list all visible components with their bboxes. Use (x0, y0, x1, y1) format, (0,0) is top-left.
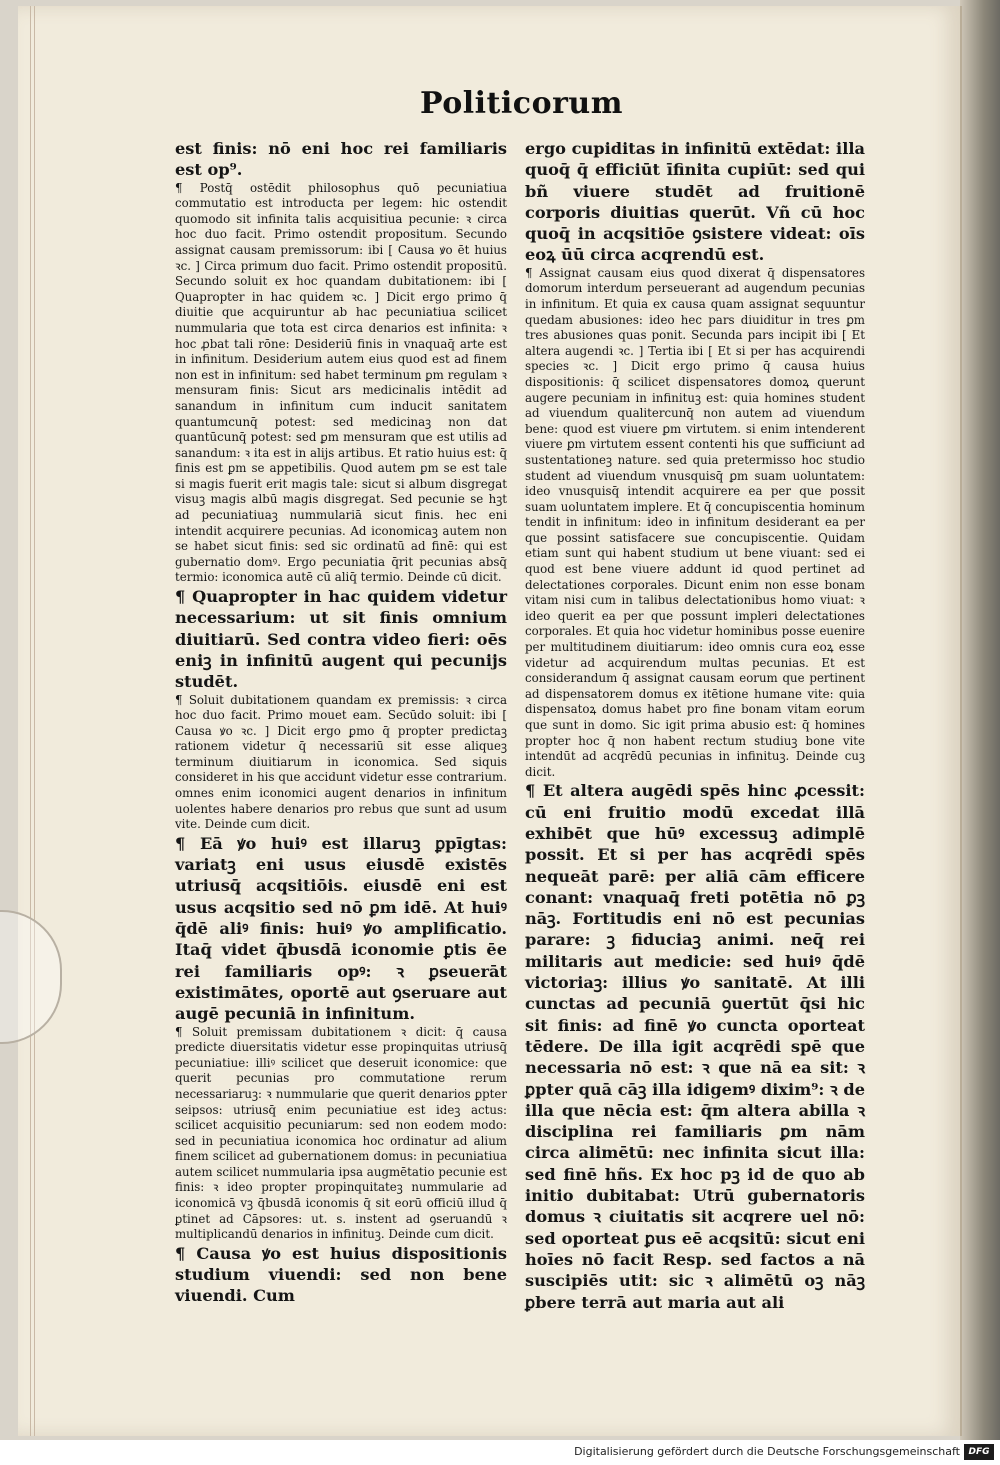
commentary-paragraph: ¶ Postq̄ ostēdit philosophus quō pecuniatiua commutatio est introducta per legem: hic ostendit quomodo sit infinita talis acquisitiua pecunie: ꝛ circa hoc duo facit. Primo ostendit propositum. Secundo assignat causam premissorum: ibi [ Causa ꝟo ēt huius ꝛc. ] Circa primum duo facit. Primo ostendit propositū. Secundo soluit ex hoc quandam dubitationem: ibi [ Quapropter in hac quidem ꝛc. ] Dicit ergo primo q̄ diuitie que acquiruntur ab hac pecuniatiua scilicet nummularia que tota est circa denarios est infinita: ꝛ hoc ꝓbat tali rōne: Desideriū finis in vnaquaq̄ arte est in infinitum. Desiderium autem eius quod est ad finem non est in infinitum: sed habet terminum ꝑm regulam ꝛ mensuram finis: Sicut ars medicinalis intēdit ad sanandum in infinitum cum inducit sanitatem quantumcunq̄ potest: sed medicinaꝫ non dat quantūcunq̄ potest: sed ꝑm mensuram que est utilis ad sanandum: ꝛ ita est in alijs artibus. Et ratio huius est: q̄ finis est ꝑm se appetibilis. Quod autem ꝑm se est tale si magis fuerit erit magis tale: sicut si album disgregat visuꝫ magis albū magis disgregat. Sed pecunie se hꝫt ad pecuniatiuaꝫ nummulariā sicut finis. hec eni intendit acquirere pecunias. Ad iconomicaꝫ autem non se habet sicut finis: sed sic ordinatū ad finē: qui est gubernatio domꝰ. Ergo pecuniatia q̄rit pecunias absq̄ termio: iconomica autē cū aliq̄ termio. Deinde cū dicit. (175, 180, 507, 585)
text-paragraph: ¶ Quapropter in hac quidem videtur necessarium: ut sit finis omnium diuitiarū. Sed contra video fieri: oēs eniꝫ in infinitū augent qui pecunijs studēt. (175, 587, 507, 692)
funding-credit: Digitalisierung gefördert durch die Deutsche Forschungsgemeinschaft (574, 1445, 960, 1458)
margin-line (30, 6, 31, 1436)
right-text-column (525, 138, 865, 1313)
footer-bar (0, 1440, 1000, 1465)
margin-line (34, 6, 35, 1436)
commentary-paragraph: ¶ Assignat causam eius quod dixerat q̄ dispensatores domorum interdum perseuerant ad augendum pecunias in infinitum. Et quia ex causa quam assignat sequuntur quedam abusiones: ideo hec pars diuiditur in tres ꝑm tres abusiones quas ponit. Secunda pars incipit ibi [ Et altera augendi ꝛc. ] Tertia ibi [ Et si per has acquirendi species ꝛc. ] Dicit ergo primo q̄ causa huius dispositionis: q̄ scilicet dispensatores domoꝝ querunt augere pecuniam in infinituꝫ est: quia homines student ad viuendum qualitercunq̄ non autem ad viuendum bene: quod est viuere ꝑm virtutem. si enim intenderent viuere ꝑm virtutem essent contenti his que sufficiunt ad sustentationeꝫ nature. sed quia pretermisso hoc studio student ad viuendum vnusquisq̄ ꝑm suam uoluntatem: ideo vnusquisq̄ intendit acquirere ea per que possit suam uoluntatem implere. Et q̄ concupiscentia hominum tendit in infinitum: ideo in infinitum desiderant ea per que possint satisfacere sue concupiscentie. Quidam etiam sunt qui habent studium ut bene viuant: sed ei quod est bene viuere addunt id quod pertinet ad delectationes corporales. Dicunt enim non esse bonam vitam nisi cum in talibus delectationibus homo viuat: ꝛ ideo querit ea per que possunt impleri delectationes corporales. Et quia hoc videtur hominibus posse euenire per multitudinem diuitiarum: ideo omnis cura eoꝝ esse videtur ad acquirendum multas pecunias. Et est considerandum q̄ assignat causam eorum que pertinent ad dispensatorem domus ex itētione humane vite: quia dispensatoꝝ domus habet pro fine bonam vitam eorum que sunt in domo. Sic igit prima abusio est: q̄ homines propter hoc q̄ non habent rectum studiuꝫ bone vite intendūt ad acqrēdū pecunias in infinituꝫ. Deinde cuꝫ dicit. (525, 265, 865, 779)
text-paragraph: ergo cupiditas in infinitū extēdat: illa quoq̄ q̄ efficiūt īfinita cupiūt: sed qui bñ viuere studēt ad fruitionē corporis diuitias querūt. Vñ cū hoc quoq̄ in acqsitiōe ꝯsistere videat: oīs eoꝝ ūū circa acqrendū est. (525, 139, 865, 265)
text-paragraph: ¶ Et altera augēdi spēs hinc ꝓcessit: cū eni fruitio modū excedat illā exhibēt que hūꝰ excessuꝫ adimplē possit. Et si per has acqrēdi spēs nequeāt parē: per aliā cām efficere conant: vnaquaq̄ freti potētia nō ꝑꝫ nāꝫ. Fortitudis eni nō est pecunias parare: ꝫ fiduciaꝫ animi. neq̄ rei militaris aut medicie: sed huiꝰ q̄dē victoriaꝫ: illius ꝟo sanitatē. At illi cunctas ad pecuniā ꝯuertūt q̄si hic sit finis: ad finē ꝟo cuncta oporteat tēdere. De illa igit acqrēdi spē que necessaria nō est: ꝛ que nā ea sit: ꝛ ꝑpter quā cāꝫ illa idigemꝰ dixim⁹: ꝛ de illa que nēcia est: q̄m altera abilla ꝛ disciplina rei familiaris ꝑm nām circa alimētū: nec infinita sicut illa: sed finē hñs. Ex hoc pꝫ id de quo ab initio dubitabat: Utrū gubernatoris domus ꝛ ciuitatis sit acqrere uel nō: sed oporteat ꝑus eē acqsitū: sicut eni hoīes nō facit Resp. sed factos a nā suscipiēs utit: sic ꝛ alimētū oꝫ nāꝫ ꝑbere terrā aut maria aut ali (525, 781, 865, 1312)
commentary-paragraph: ¶ Soluit premissam dubitationem ꝛ dicit: q̄ causa predicte diuersitatis videtur esse propinquitas utriusq̄ pecuniatiue: illiꝰ scilicet que deseruit iconomice: que querit pecunias pro commutatione rerum necessariaruꝫ: ꝛ nummularie que querit denarios ꝑpter seipsos: utriusq̄ enim pecuniatiue est ideꝫ actus: scilicet acquisitio pecuniarum: sed non eodem modo: sed in pecuniatiua iconomica hoc ordinatur ad alium finem scilicet ad gubernationem domus: in pecuniatiua autem scilicet nummularia ipsa augmētatio pecunie est finis: ꝛ ideo propter propinquitateꝫ nummularie ad iconomicā vꝫ q̄busdā iconomis q̄ sit eorū officiū illud q̄ ꝑtinet ad Cāpsores: ut. s. instent ad ꝯseruandū ꝛ multiplicandū denarios in infinituꝫ. Deinde cum dicit. (175, 1024, 507, 1242)
left-text-column (175, 138, 507, 1307)
text-paragraph: ¶ Eā ꝟo huiꝰ est illaruꝫ ꝑpīgtas: variatꝫ eni usus eiusdē existēs utriusq̄ acqsitiōis. eiusdē eni est usus acqsitio sed nō ꝑm idē. At huiꝰ q̄dē aliꝰ finis: huiꝰ ꝟo amplificatio. Itaq̄ videt q̄busdā iconomie ꝑtis ēe rei familiaris opꝰ: ꝛ ꝑseuerāt existimātes, oportē aut ꝯseruare aut augē pecuniā in infinitum. (175, 833, 507, 1024)
running-title: Politicorum (420, 86, 623, 121)
text-paragraph: ¶ Causa ꝟo est huius dispositionis studium viuendi: sed non bene viuendi. Cum (175, 1243, 507, 1306)
text-paragraph: est finis: nō eni hoc rei familiaris est op⁹. (175, 139, 507, 180)
commentary-paragraph: ¶ Soluit dubitationem quandam ex premissis: ꝛ circa hoc duo facit. Primo mouet eam. Secūdo soluit: ibi [ Causa ꝟo ꝛc. ] Dicit ergo ꝑmo q̄ propter predictaꝫ rationem videtur q̄ necessariū sit esse aliqueꝫ terminum diuitiarum in iconomica. Sed siquis consideret in his que accidunt videtur esse contrarium. omnes enim iconomici augent denarios in infinitum uolentes habere denarios pro rebus que sunt ad usum vite. Deinde cum dicit. (175, 692, 507, 832)
dfg-logo: DFG (964, 1444, 994, 1460)
page-edge (960, 0, 1000, 1440)
